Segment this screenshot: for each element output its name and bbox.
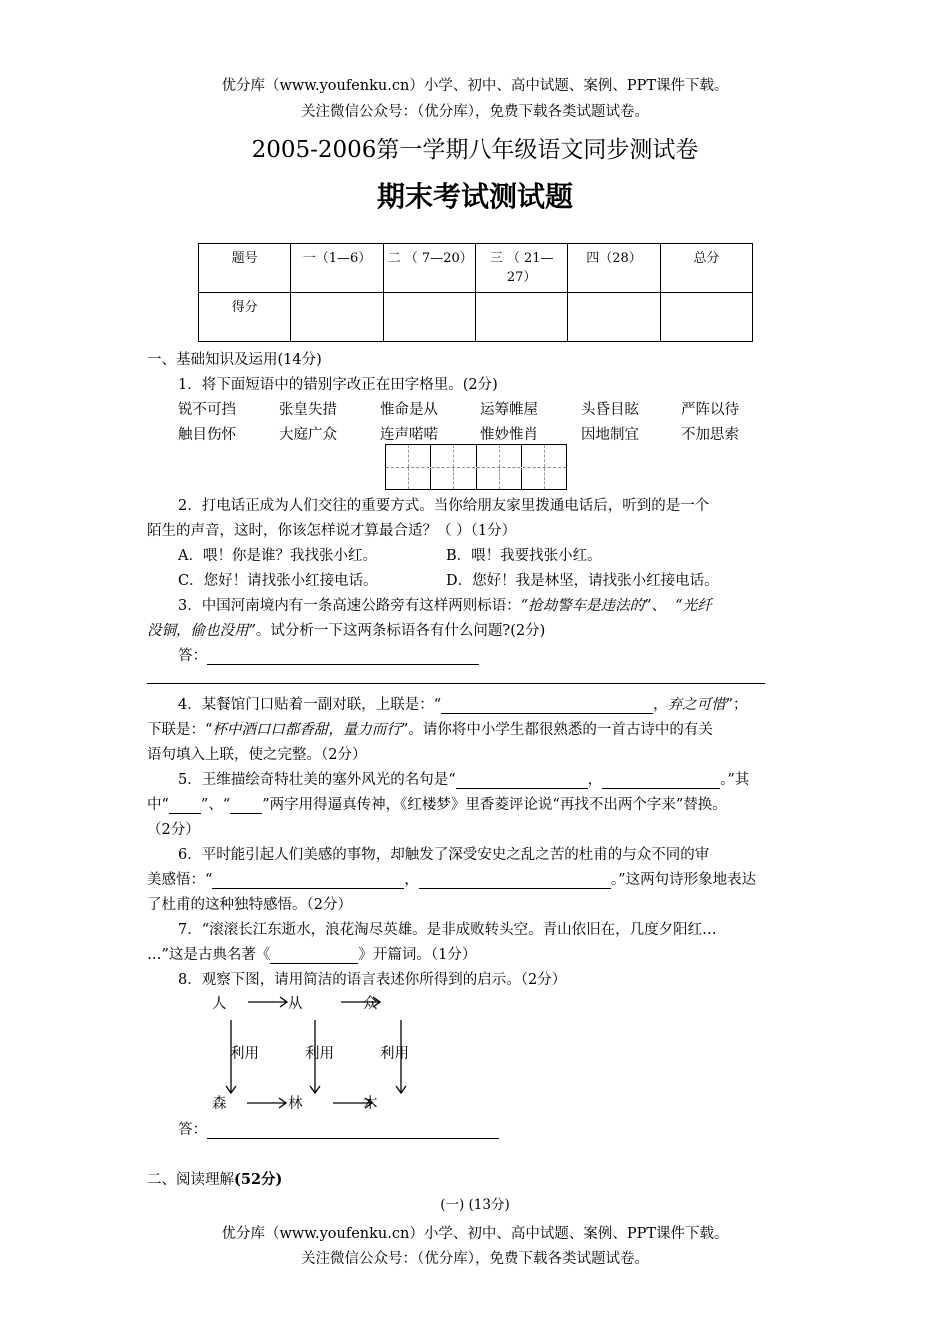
page-subtitle: 期末考试测试题	[376, 180, 573, 213]
q1-phrase: 因地制宜	[581, 427, 639, 443]
q3-slogan-1: “抢劫警车是违法的”	[520, 598, 652, 614]
header-line-2: 关注微信公众号：（优分库），免费下载各类试题试卷。	[301, 104, 649, 120]
q2-option-d: D．您好！我是林坚，请找张小红接电话。	[446, 573, 719, 589]
q2-option-b: B．喂！我要找张小红。	[446, 548, 602, 564]
page-title: 2005-2006第一学期八年级语文同步测试卷	[251, 137, 699, 163]
q5-blank-3[interactable]	[169, 813, 201, 814]
q1-phrase: 严阵以待	[681, 402, 739, 418]
header-line-1: 优分库（www.youfenku.cn）小学、初中、高中试题、案例、PPT课件下载。	[221, 78, 729, 94]
section-2-title: 二、阅读理解(52分)	[147, 1171, 283, 1188]
footer-line-2: 关注微信公众号：（优分库），免费下载各类试题试卷。	[301, 1251, 649, 1267]
q4-blank[interactable]	[441, 713, 653, 714]
q7-line-1: 7．“滚滚长江东逝水，浪花淘尽英雄。是非成败转头空。青山依旧在，几度夕阳红…	[178, 922, 717, 938]
score-cell[interactable]	[568, 293, 660, 342]
score-cell[interactable]	[383, 293, 475, 342]
score-header-cell: 四（28）	[568, 244, 660, 293]
q6-blank-2[interactable]	[419, 888, 611, 889]
diagram-char-lin: 林	[288, 1096, 303, 1112]
score-cell[interactable]	[291, 293, 383, 342]
section-2-sub: (一) (13分)	[440, 1197, 510, 1213]
score-header-cell: 二 （ 7—20）	[383, 244, 475, 293]
q6-blank-1[interactable]	[212, 888, 404, 889]
q5-line-1: 5．王维描绘奇特壮美的塞外风光的名句是“ ， 。”其	[178, 772, 750, 788]
q8-answer-blank[interactable]	[207, 1138, 499, 1139]
q1-phrase: 触目伤怀	[178, 427, 236, 443]
q1-phrase: 惟命是从	[380, 402, 438, 418]
diagram-char-zhong: 众	[363, 996, 378, 1012]
q1-phrase: 锐不可挡	[178, 402, 236, 418]
score-cell[interactable]	[660, 293, 752, 342]
q4-line-1: 4．某餐馆门口贴着一副对联，上联是：“ ，弃之可惜”；	[178, 697, 748, 713]
q1-phrase: 大庭广众	[279, 427, 337, 443]
q4-line-2: 下联是：“杯中酒口口都香甜，量力而行”。请你将中小学生都很熟悉的一首古诗中的有关	[147, 722, 713, 738]
q3-answer-blank[interactable]	[207, 664, 479, 665]
q3-line-2: 没铜，偷也没用”。试分析一下这两条标语各有什么问题?(2分)	[147, 623, 546, 639]
q1-phrase: 张皇失措	[279, 402, 337, 418]
q1-phrase: 头昏目眩	[581, 402, 639, 418]
score-row-label: 得分	[199, 293, 291, 342]
diagram-char-ren: 人	[212, 996, 227, 1012]
score-table	[198, 243, 753, 342]
q8-answer: 答：	[178, 1118, 499, 1139]
diagram-char-cong: 从	[288, 996, 303, 1012]
q2-line-2: 陌生的声音，这时，你该怎样说才算最合适？（ ）（1分）	[147, 523, 517, 539]
q2-option-c: C．您好！请找张小红接电话。	[178, 573, 378, 589]
q1-phrase: 连声喏喏	[380, 427, 438, 443]
q5-blank-4[interactable]	[230, 813, 262, 814]
score-cell[interactable]	[475, 293, 567, 342]
footer-line-1: 优分库（www.youfenku.cn）小学、初中、高中试题、案例、PPT课件下载。	[221, 1226, 729, 1242]
q7-line-2: …”这是古典名著《 》开篇词。（1分）	[147, 947, 477, 963]
q3-slogan-2: “光纤	[675, 598, 712, 614]
answer-line[interactable]	[147, 683, 765, 684]
q4-line-3: 语句填入上联，使之完整。（2分）	[147, 747, 367, 763]
q7-blank[interactable]	[270, 963, 358, 964]
q1-phrase: 不加思索	[681, 427, 739, 443]
score-header-cell: 题号	[199, 244, 291, 293]
score-header-cell: 三 （ 21—27）	[475, 244, 567, 293]
q8-text: 8．观察下图，请用简洁的语言表述你所得到的启示。（2分）	[178, 972, 567, 988]
section-1-title: 一、基础知识及运用(14分)	[147, 352, 322, 368]
q1-phrase: 运筹帷屋	[480, 402, 538, 418]
q1-text: 1．将下面短语中的错别字改正在田字格里。(2分)	[178, 377, 498, 393]
q1-phrase: 惟妙惟肖	[480, 427, 538, 443]
diagram-char-sen: 森	[212, 1096, 227, 1112]
q5-line-3: （2分）	[147, 822, 200, 838]
score-header-cell: 总分	[660, 244, 752, 293]
q3-line-1: 3．中国河南境内有一条高速公路旁有这样两则标语：“抢劫警车是违法的”、 “光纤	[178, 598, 712, 614]
q2-line-1: 2．打电话正成为人们交往的重要方式。当你给朋友家里拨通电话后，听到的是一个	[178, 498, 710, 514]
q6-line-2: 美感悟：“ ， 。”这两句诗形象地表达	[147, 872, 757, 888]
q5-blank-1[interactable]	[456, 788, 588, 789]
diagram-label-use: 利用	[305, 1046, 334, 1062]
q5-line-2: 中“ ”、“ ”两字用得逼真传神，《红楼梦》里香菱评论说“再找不出两个字来”替换。	[147, 797, 727, 813]
diagram-label-use: 利用	[380, 1046, 409, 1062]
tianzige-grid[interactable]	[385, 444, 567, 490]
q6-line-1: 6．平时能引起人们美感的事物，却触发了深受安史之乱之苦的杜甫的与众不同的审	[178, 847, 710, 863]
diagram-char-mu: 木	[363, 1096, 378, 1112]
q3-answer: 答：	[178, 644, 479, 665]
q6-line-3: 了杜甫的这种独特感悟。（2分）	[147, 897, 352, 913]
score-header-cell: 一（1—6）	[291, 244, 383, 293]
diagram-label-use: 利用	[230, 1046, 259, 1062]
q5-blank-2[interactable]	[602, 788, 720, 789]
q2-option-a: A．喂！你是谁？我找张小红。	[178, 548, 377, 564]
